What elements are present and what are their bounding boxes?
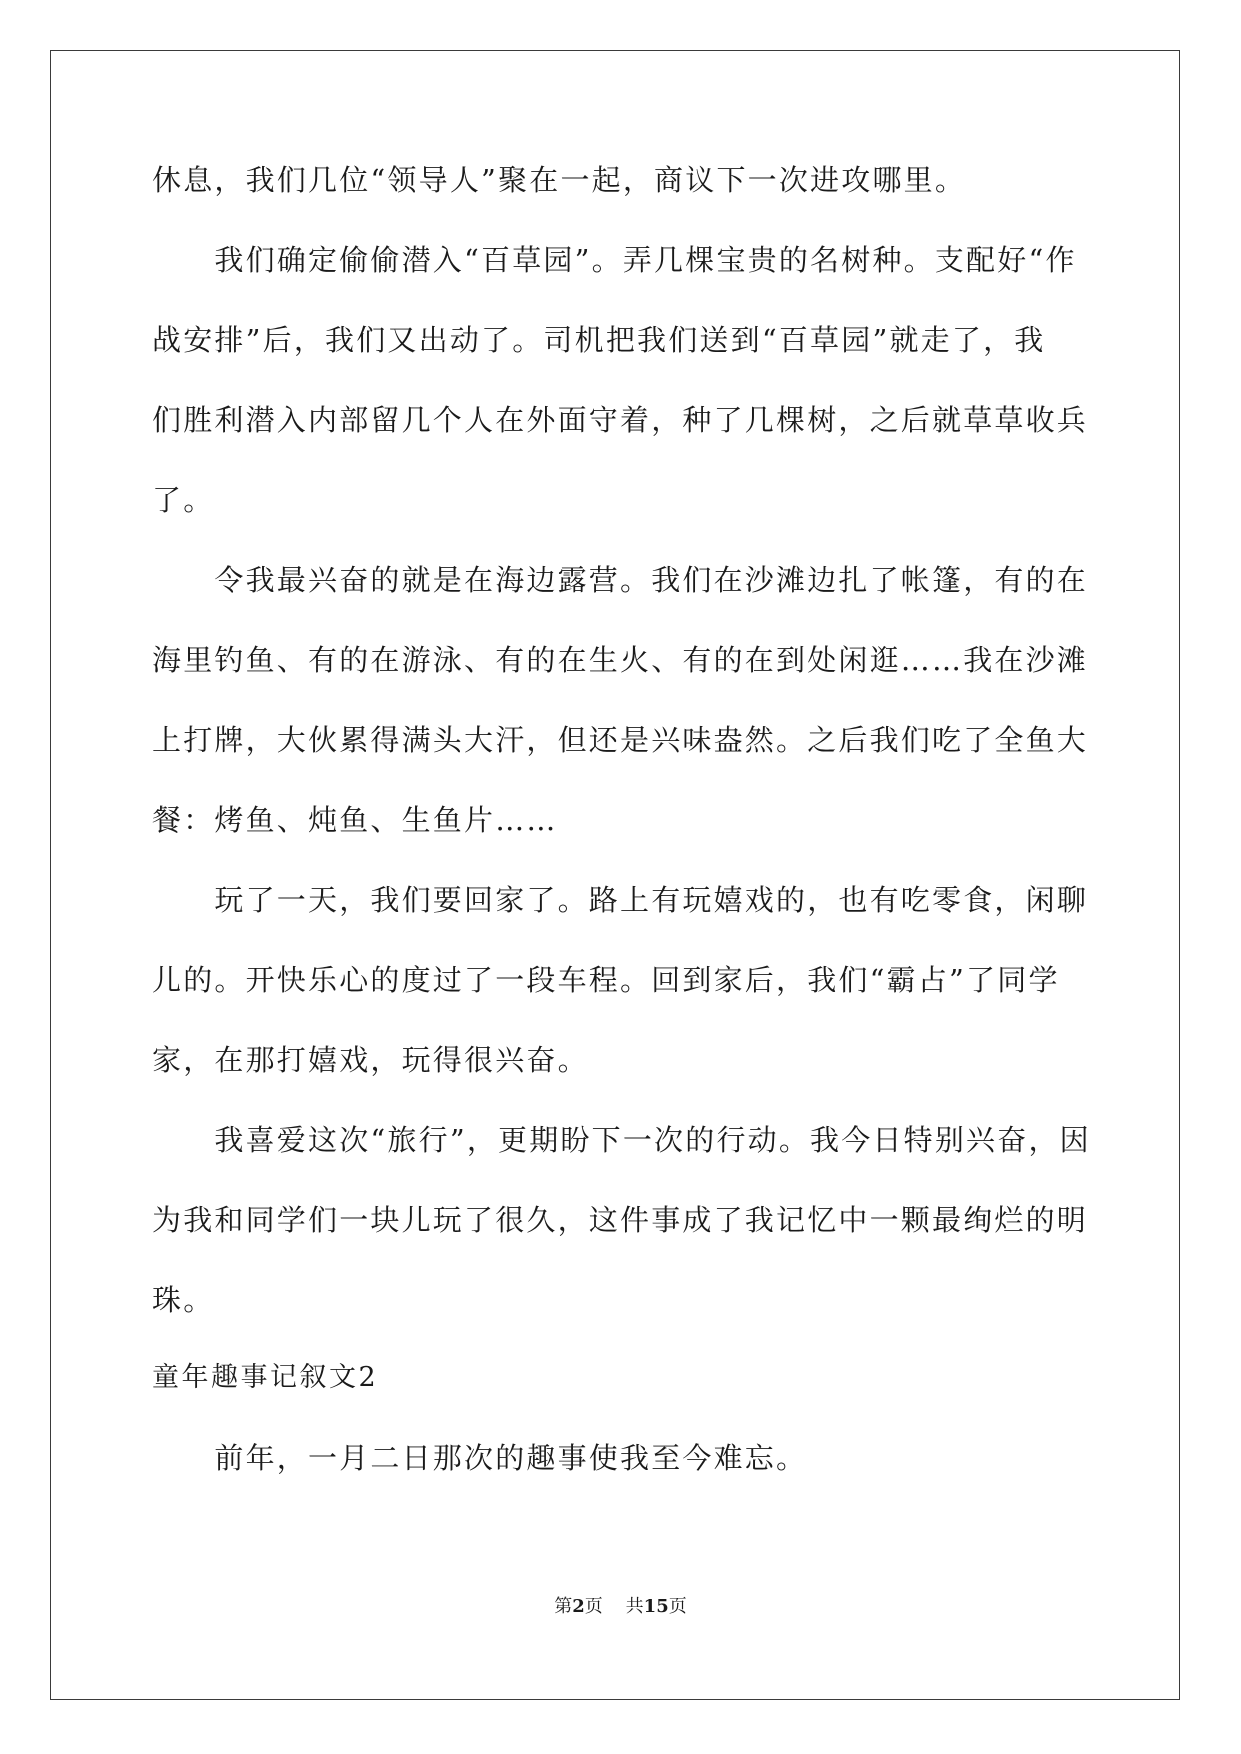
body-line: 儿的。开快乐心的度过了一段车程。回到家后，我们“霸占”了同学 [152,963,1060,997]
page-footer [0,1595,1241,1619]
body-line: 珠。 [152,1283,215,1317]
total-label-prefix: 共 [625,1596,644,1617]
body-line: 前年，一月二日那次的趣事使我至今难忘。 [152,1441,808,1475]
body-line: 战安排”后，我们又出动了。司机把我们送到“百草园”就走了，我 [152,323,1046,357]
page-label-suffix: 页 [584,1596,603,1617]
total-label-suffix: 页 [668,1596,687,1617]
body-line: 为我和同学们一块儿玩了很久，这件事成了我记忆中一颗最绚烂的明 [152,1203,1089,1237]
body-line: 了。 [152,483,215,517]
page-label-prefix: 第 [554,1596,573,1617]
body-line: 上打牌，大伙累得满头大汗，但还是兴味盎然。之后我们吃了全鱼大 [152,723,1089,757]
section-heading: 童年趣事记叙文2 [152,1362,379,1393]
body-line: 家，在那打嬉戏，玩得很兴奋。 [152,1043,589,1077]
body-line: 海里钓鱼、有的在游泳、有的在生火、有的在到处闲逛……我在沙滩 [152,643,1089,677]
body-line: 令我最兴奋的就是在海边露营。我们在沙滩边扎了帐篷，有的在 [152,563,1089,597]
total-pages: 15 [643,1596,669,1617]
body-line: 休息，我们几位“领导人”聚在一起，商议下一次进攻哪里。 [152,163,967,197]
body-line: 我们确定偷偷潜入“百草园”。弄几棵宝贵的名树种。支配好“作 [152,243,1077,277]
page-number: 2 [572,1596,585,1617]
body-line: 玩了一天，我们要回家了。路上有玩嬉戏的，也有吃零食，闲聊 [152,883,1089,917]
body-line: 我喜爱这次“旅行”，更期盼下一次的行动。我今日特别兴奋，因 [152,1123,1091,1157]
body-line: 们胜利潜入内部留几个人在外面守着，种了几棵树，之后就草草收兵 [152,403,1089,437]
body-line: 餐：烤鱼、炖鱼、生鱼片…… [152,803,558,837]
